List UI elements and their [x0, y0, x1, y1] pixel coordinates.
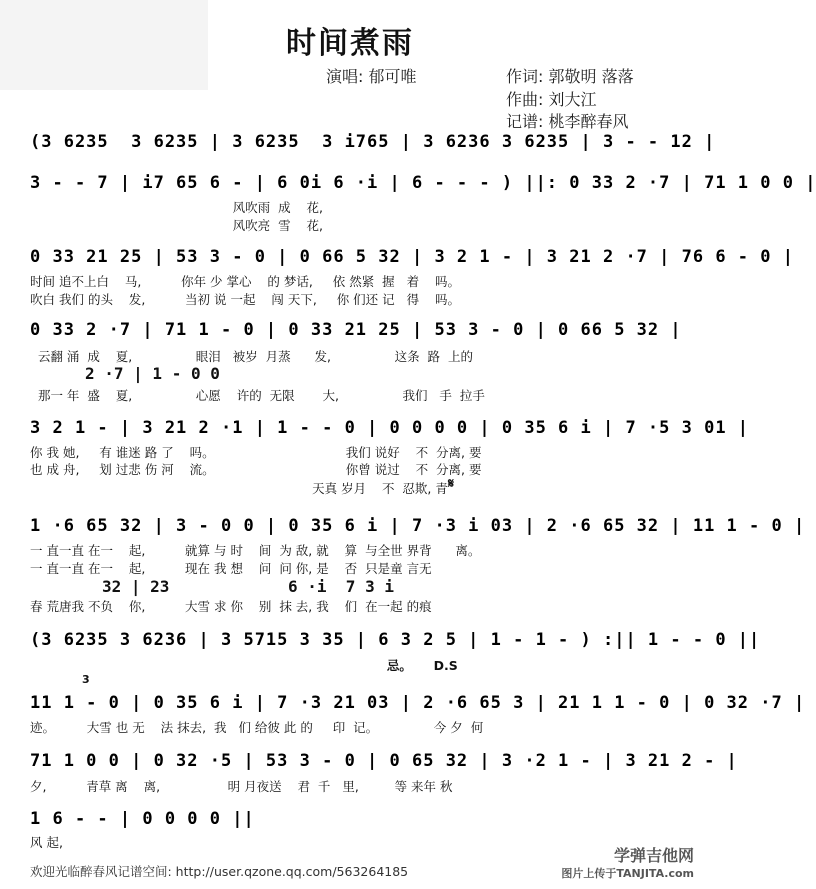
notation-line-4: 0 33 2 ·7 | 71 1 - 0 | 0 33 21 25 | 53 3 - 0 | 0 66 5 32 |	[30, 320, 682, 340]
notation-line-1: (3 6235 3 6235 | 3 6235 3 i765 | 3 6236 3 6235 | 3 - - 12 |	[30, 132, 716, 152]
lyric-line-5c: 天真 岁月 不 忍欺, 青	[30, 481, 448, 496]
lyric-line-2a: 风吹雨 成 花,	[30, 200, 323, 215]
lyric-line-3a: 时间 追不上白 马, 你年 少 掌心 的 梦话, 依 然紧 握 着 吗。	[30, 274, 460, 289]
song-title: 时间煮雨	[286, 26, 414, 61]
lyric-line-3b: 吹白 我们 的头 发, 当初 说 一起 闯 天下, 你 们还 记 得 吗。	[30, 292, 460, 307]
transcriber-credit: 记谱: 桃李醉春风	[506, 112, 629, 131]
watermark-line-1: 学弹吉他网	[613, 846, 694, 865]
footer-link-text: 欢迎光临醉春风记谱空间: http://user.qzone.qq.com/563264185	[30, 864, 409, 879]
lyric-line-9a: 夕, 青草 离 离, 明 月夜送 君 千 里, 等 来年 秋	[30, 779, 453, 794]
lyric-line-6b: 一 直一直 在一 起, 现在 我 想 问 问 你, 是 否 只是童 言无	[30, 561, 432, 576]
lyric-line-2b: 风吹亮 雪 花,	[30, 218, 323, 233]
lyric-line-5a: 你 我 她, 有 谁迷 路 了 吗。 我们 说好 不 分离, 要	[30, 445, 482, 460]
site-watermark	[561, 847, 694, 883]
singer-credit: 演唱: 郁可唯	[326, 67, 417, 86]
lyric-line-8a: 迹。 大雪 也 无 法 抹去, 我 们 给彼 此 的 印 记。 今 夕 何	[30, 720, 484, 735]
lyric-line-7a: 忌。 D.S	[30, 658, 458, 673]
lyric-line-6a: 一 直一直 在一 起, 就算 与 时 间 为 敌, 就 算 与全世 界背 离。	[30, 543, 481, 558]
lyricist-credit: 作词: 郭敬明 落落	[506, 67, 634, 86]
triplet-mark: 3	[82, 673, 90, 686]
composer-credit: 作曲: 刘大江	[506, 90, 597, 109]
notation-line-7: (3 6235 3 6236 | 3 5715 3 35 | 6 3 2 5 | 1 - 1 - ) :|| 1 - - 0 ||	[30, 630, 761, 650]
lyric-line-5b: 也 成 舟, 划 过悲 伤 河 流。 你曾 说过 不 分离, 要	[30, 462, 482, 477]
notation-fragment-4: 2 ·7 | 1 - 0 0	[85, 364, 220, 383]
notation-line-5: 3 2 1 - | 3 21 2 ·1 | 1 - - 0 | 0 0 0 0 | 0 35 6 i | 7 ·5 3 01 |	[30, 418, 750, 438]
segno-mark: 𝄋	[448, 476, 455, 492]
watermark-line-2: 图片上传于TANJITA.com	[561, 867, 694, 880]
notation-fragment-6a: 32 | 23	[102, 577, 170, 596]
lyric-line-10a: 风 起,	[30, 835, 63, 850]
notation-line-3: 0 33 21 25 | 53 3 - 0 | 0 66 5 32 | 3 2 1 - | 3 21 2 ·7 | 76 6 - 0 |	[30, 247, 794, 267]
notation-line-8: 11 1 - 0 | 0 35 6 i | 7 ·3 21 03 | 2 ·6 65 3 | 21 1 1 - 0 | 0 32 ·7 |	[30, 693, 806, 713]
notation-line-2: 3 - - 7 | i7 65 6 - | 6 0i 6 ·i | 6 - - - ) ||: 0 33 2 ·7 | 71 1 0 0 |	[30, 173, 816, 193]
notation-line-6: 1 ·6 65 32 | 3 - 0 0 | 0 35 6 i | 7 ·3 i 03 | 2 ·6 65 32 | 11 1 - 0 |	[30, 516, 806, 536]
notation-line-9: 71 1 0 0 | 0 32 ·5 | 53 3 - 0 | 0 65 32 | 3 ·2 1 - | 3 21 2 - |	[30, 751, 738, 771]
lyric-line-6c: 春 荒唐我 不负 你, 大雪 求 你 别 抹 去, 我 们 在一起 的痕	[30, 599, 432, 614]
lyric-line-4a: 云翻 涌 成 夏, 眼泪 被岁 月蒸 发, 这条 路 上的	[30, 349, 473, 364]
notation-line-10: 1 6 - - | 0 0 0 0 ||	[30, 809, 255, 829]
lyric-line-4b: 那一 年 盛 夏, 心愿 许的 无限 大, 我们 手 拉手	[30, 388, 485, 403]
notation-fragment-6b: 6 ·i 7 3 i	[288, 577, 394, 596]
